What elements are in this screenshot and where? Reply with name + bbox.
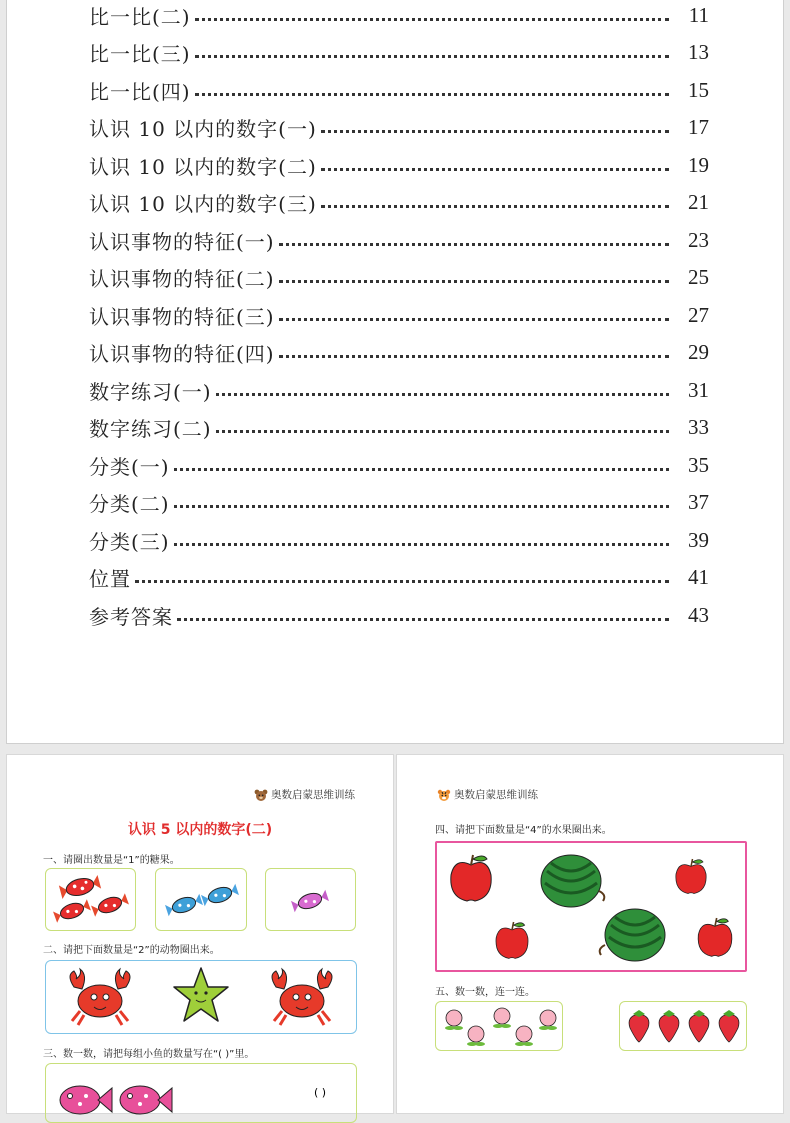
toc-entry-title: 参考答案 [89,604,173,629]
workbook-page-right [396,754,784,1114]
toc-entry-page: 15 [688,77,709,102]
lesson-title: 认识 5 以内的数字(二) [127,822,273,838]
toc-entry[interactable] [89,600,709,630]
toc-entry-title: 比一比(三) [89,41,191,66]
toc-entry[interactable] [89,412,709,442]
toc-entry[interactable] [89,450,709,480]
apple-icon[interactable] [447,853,495,905]
toc-entry[interactable] [89,150,709,180]
question-3: 三、数一数，请把每组小鱼的数量写在“( )”里。 [43,1049,255,1060]
apple-icon[interactable] [493,919,531,963]
toc-entry-title: 分类(一) [89,454,170,479]
toc-entry-page: 35 [688,452,709,477]
bear-icon [254,789,268,801]
toc-leader-dots [177,618,669,621]
peach-group[interactable] [435,1001,563,1051]
candy-group-2[interactable] [155,868,247,931]
toc-entry-title: 认识 10 以内的数字(一) [89,116,317,141]
question-5: 五、数一数，连一连。 [435,987,535,998]
strawberry-icon [624,1008,744,1044]
toc-entry[interactable] [89,337,709,367]
apple-icon[interactable] [695,915,735,961]
toc-entry-page: 23 [688,227,709,252]
toc-leader-dots [195,18,669,21]
candy-group-3[interactable] [265,868,356,931]
fruit-frame [435,841,747,972]
fish-icon [56,1076,176,1116]
toc-entry-title: 比一比(四) [89,79,191,104]
toc-entry-page: 21 [688,189,709,214]
toc-entry[interactable] [89,562,709,592]
question-1: 一、请圈出数量是“1”的糖果。 [43,855,180,866]
toc-leader-dots [279,280,669,283]
candy-icon [162,881,242,921]
toc-entry-page: 39 [688,527,709,552]
toc-entry[interactable] [89,37,709,67]
toc-entry-page: 31 [688,377,709,402]
toc-entry[interactable] [89,112,709,142]
toc-entry-title: 数字练习(二) [89,416,212,441]
tiger-icon [437,789,451,801]
toc-leader-dots [174,468,669,471]
apple-icon[interactable] [673,857,709,897]
question-4: 四、请把下面数量是“4”的水果圈出来。 [435,825,612,836]
toc-entry-title: 位置 [89,566,131,591]
toc-entry-title: 认识事物的特征(四) [89,341,275,366]
toc-entry-page: 13 [688,39,709,64]
toc-entry[interactable] [89,300,709,330]
toc-entry-page: 41 [688,564,709,589]
candy-icon [54,875,130,927]
candy-icon [288,887,332,915]
series-header [437,787,538,802]
toc-leader-dots [321,205,669,208]
question-2: 二、请把下面数量是“2”的动物圈出来。 [43,945,220,956]
workbook-page-left [6,754,394,1114]
toc-entry-page: 11 [688,2,709,27]
series-title: 奥数启蒙思维训练 [454,789,538,801]
toc-leader-dots [174,543,669,546]
toc-leader-dots [321,130,669,133]
strawberry-group[interactable] [619,1001,747,1051]
toc-entry-title: 认识 10 以内的数字(二) [89,154,317,179]
toc-entry-title: 数字练习(一) [89,379,212,404]
starfish-icon[interactable] [170,965,232,1027]
toc-entry[interactable] [89,187,709,217]
crab-icon[interactable] [64,967,136,1027]
toc-entry-page: 33 [688,414,709,439]
toc-entry[interactable] [89,0,709,30]
toc-leader-dots [195,55,669,58]
toc-entry-page: 29 [688,339,709,364]
toc-entry-page: 17 [688,114,709,139]
toc-page [6,0,784,744]
toc-entry-page: 27 [688,302,709,327]
toc-leader-dots [135,580,669,583]
toc-entry-title: 认识事物的特征(二) [89,266,275,291]
toc-leader-dots [279,355,669,358]
toc-leader-dots [279,243,669,246]
crab-icon[interactable] [266,967,338,1027]
toc-entry[interactable] [89,262,709,292]
toc-leader-dots [195,93,669,96]
watermelon-icon[interactable] [537,851,607,911]
toc-leader-dots [321,168,669,171]
toc-entry-title: 认识事物的特征(一) [89,229,275,254]
toc-entry-title: 比一比(二) [89,4,191,29]
toc-entry-title: 认识事物的特征(三) [89,304,275,329]
fish-frame [45,1063,357,1123]
toc-entry[interactable] [89,487,709,517]
toc-entry[interactable] [89,525,709,555]
series-title: 奥数启蒙思维训练 [271,789,355,801]
toc-leader-dots [174,505,669,508]
toc-entry[interactable] [89,225,709,255]
toc-leader-dots [216,430,669,433]
toc-leader-dots [279,318,669,321]
toc-entry-page: 43 [688,602,709,627]
toc-entry[interactable] [89,75,709,105]
animal-frame [45,960,357,1034]
toc-entry-title: 分类(二) [89,491,170,516]
toc-entry[interactable] [89,375,709,405]
answer-blank[interactable]: ( ) [314,1086,327,1099]
toc-entry-title: 分类(三) [89,529,170,554]
toc-entry-page: 25 [688,264,709,289]
series-header [254,787,355,802]
toc-entry-page: 37 [688,489,709,514]
toc-entry-title: 认识 10 以内的数字(三) [89,191,317,216]
toc-entry-page: 19 [688,152,709,177]
toc-leader-dots [216,393,669,396]
candy-group-1[interactable] [45,868,136,931]
watermelon-icon[interactable] [597,905,667,965]
peach-icon [440,1006,560,1048]
